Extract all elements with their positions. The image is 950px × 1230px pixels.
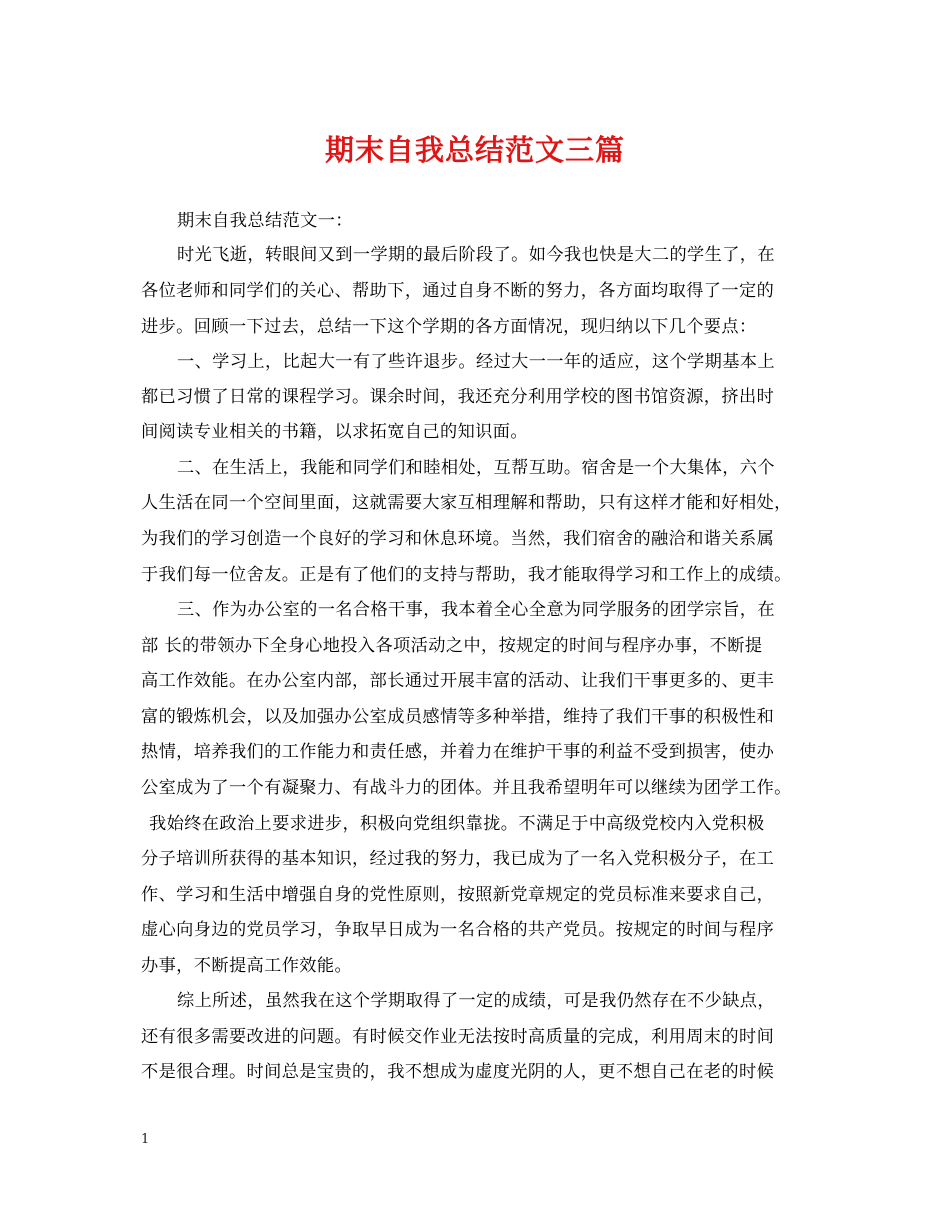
text-line: 作、学习和生活中增强自身的党性原则，按照新党章规定的党员标准来要求自己， [141,885,775,905]
text-line: 都已习惯了日常的课程学习。课余时间，我还充分利用学校的图书馆资源，挤出时 [141,387,775,407]
text-line: 间阅读专业相关的书籍，以求拓宽自己的知识面。 [141,422,528,442]
text-line: 还有很多需要改进的问题。有时候交作业无法按时高质量的完成，利用周末的时间 [141,1027,775,1047]
text-line: 不是很合理。时间总是宝贵的，我不想成为虚度光阴的人，更不想自己在老的时候 [141,1062,775,1082]
text-line: 人生活在同一个空间里面，这就需要大家互相理解和帮助，只有这样才能和好相处， [141,493,792,513]
text-line: 三、作为办公室的一名合格干事，我本着全心全意为同学服务的团学宗旨，在 [177,600,775,620]
text-line: 于我们每一位舍友。正是有了他们的支持与帮助，我才能取得学习和工作上的成绩。 [141,565,792,585]
text-line: 期末自我总结范文一： [177,211,353,231]
text-line: 时光飞逝，转眼间又到一学期的最后阶段了。如今我也快是大二的学生了，在 [177,245,775,265]
text-line: 分子培训所获得的基本知识，经过我的努力，我已成为了一名入党积极分子，在工 [141,849,775,869]
text-line: 虚心向身边的党员学习，争取早日成为一名合格的共产党员。按规定的时间与程序 [141,920,775,940]
document-title: 期末自我总结范文三篇 [324,133,625,167]
text-line: 办事，不断提高工作效能。 [141,956,353,976]
text-line: 为我们的学习创造一个良好的学习和休息环境。当然，我们宿舍的融洽和谐关系属 [141,529,775,549]
text-line: 一、学习上，比起大一有了些许退步。经过大一一年的适应，这个学期基本上 [177,352,775,372]
text-line: 公室成为了一个有凝聚力、有战斗力的团体。并且我希望明年可以继续为团学工作。 [141,778,792,798]
text-line: 高工作效能。在办公室内部，部长通过开展丰富的活动、让我们干事更多的、更丰 [141,671,775,691]
text-line: 富的锻炼机会，以及加强办公室成员感情等多种举措，维持了我们干事的积极性和 [141,707,775,727]
text-line: 热情，培养我们的工作能力和责任感，并着力在维护干事的利益不受到损害，使办 [141,742,775,762]
text-line: 综上所述，虽然我在这个学期取得了一定的成绩，可是我仍然存在不少缺点， [177,991,775,1011]
text-line: 我始终在政治上要求进步，积极向党组织靠拢。不满足于中高级党校内入党积极 [149,814,765,834]
text-line: 二、在生活上，我能和同学们和睦相处，互帮互助。宿舍是一个大集体，六个 [177,458,775,478]
page-number: 1 [141,1132,150,1147]
text-line: 进步。回顾一下过去，总结一下这个学期的各方面情况，现归纳以下几个要点： [141,317,757,337]
text-line: 部 长的带领办下全身心地投入各项活动之中，按规定的时间与程序办事，不断提 [141,636,763,656]
text-line: 各位老师和同学们的关心、帮助下，通过自身不断的努力，各方面均取得了一定的 [141,281,775,301]
